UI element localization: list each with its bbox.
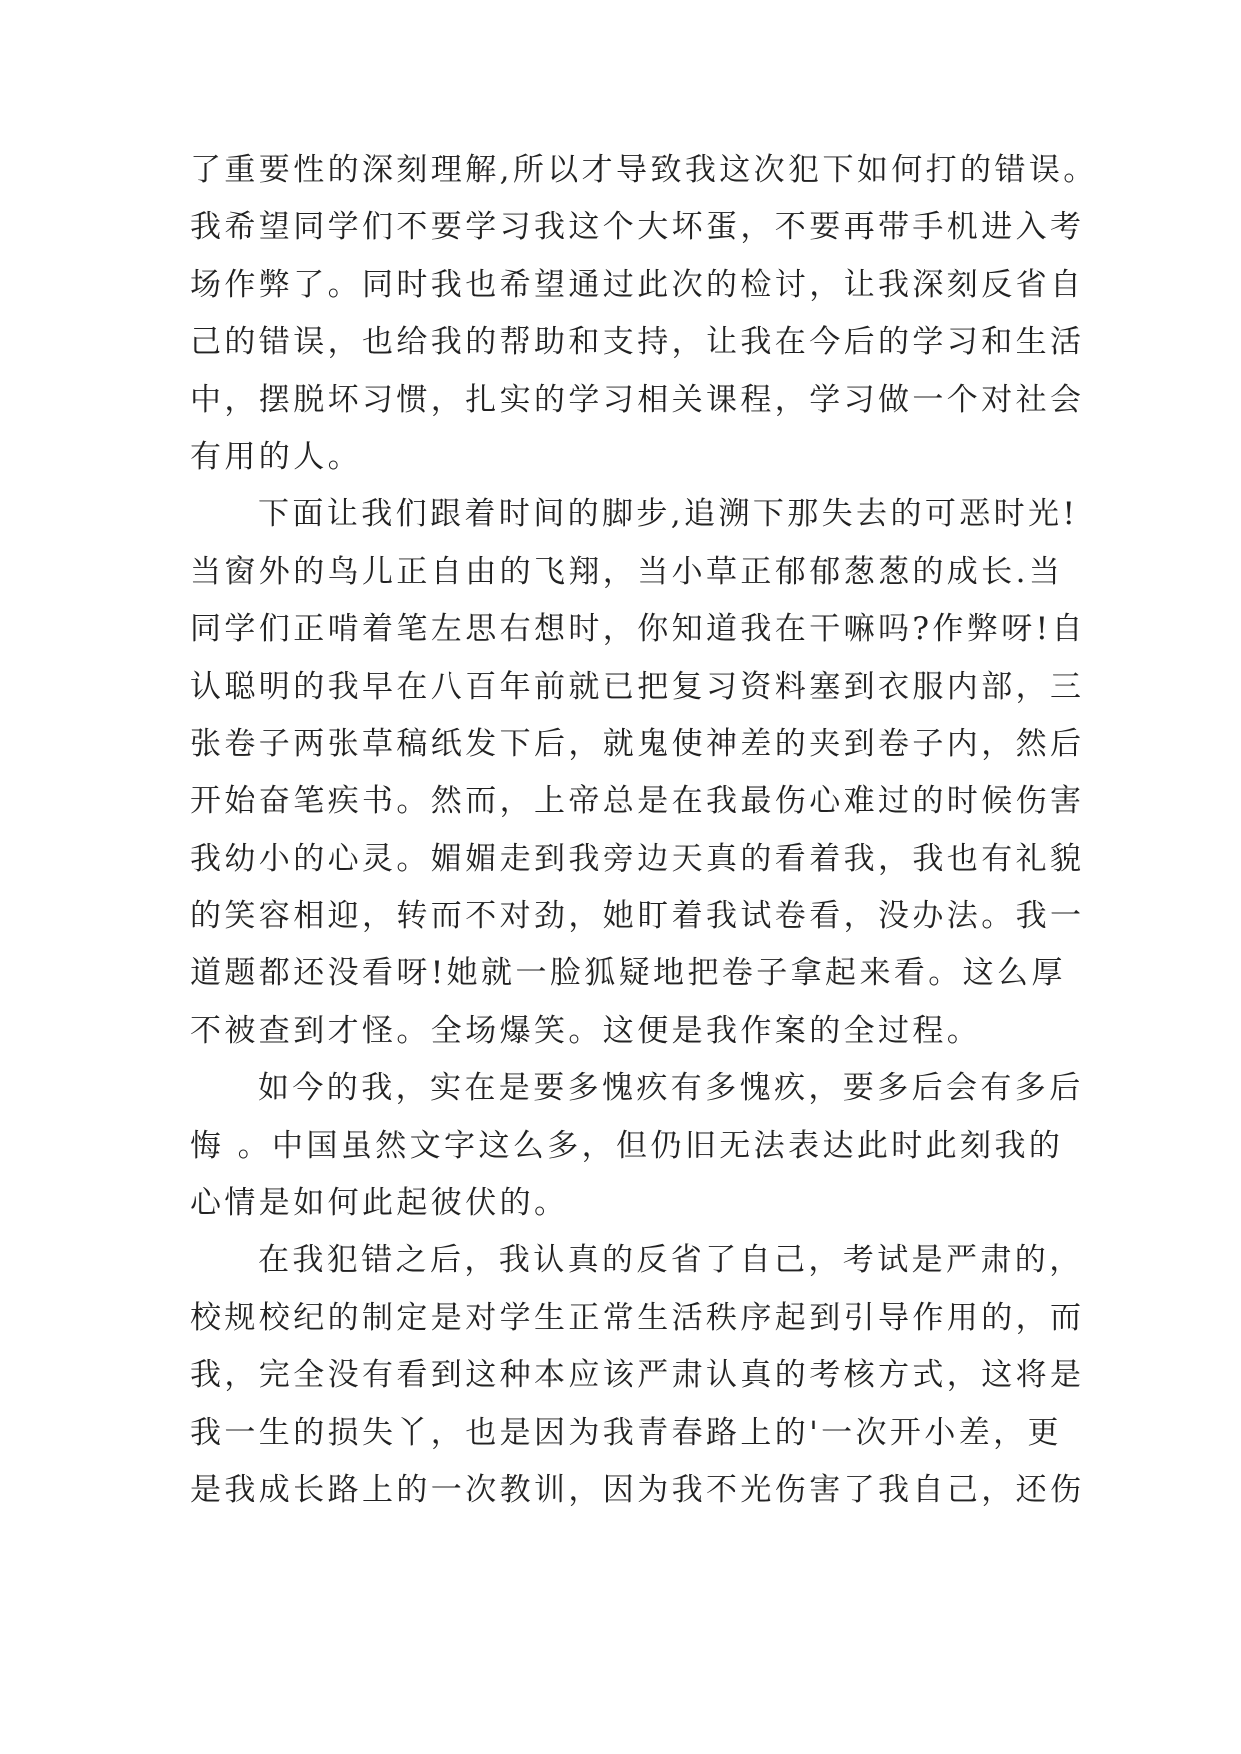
text-line: 中，摆脱坏习惯，扎实的学习相关课程，学习做一个对社会 [190, 381, 1085, 418]
text-line: 了重要性的深刻理解,所以才导致我这次犯下如何打的错误。 [190, 152, 1098, 188]
text-line: 同学们正啃着笔左思右想时，你知道我在干嘛吗?作弊呀!自 [190, 611, 1086, 648]
text-line: 悔 。中国虽然文字这么多，但仍旧无法表达此时此刻我的 [190, 1127, 1064, 1164]
text-line: 认聪明的我早在八百年前就已把复习资料塞到衣服内部，三 [190, 668, 1085, 705]
text-line: 我，完全没有看到这种本应该严肃认真的考核方式，这将是 [190, 1357, 1085, 1394]
text-line: 开始奋笔疾书。然而，上帝总是在我最伤心难过的时候伤害 [190, 783, 1085, 820]
text-line: 我幼小的心灵。媚媚走到我旁边天真的看着我，我也有礼貌 [190, 840, 1085, 877]
text-line: 我希望同学们不要学习我这个大坏蛋，不要再带手机进入考 [190, 209, 1085, 246]
text-line: 道题都还没看呀!她就一脸狐疑地把卷子拿起来看。这么厚 [190, 955, 1066, 992]
text-line: 有用的人。 [190, 438, 362, 475]
text-line: 当窗外的鸟儿正自由的飞翔，当小草正郁郁葱葱的成长.当 [190, 553, 1064, 590]
text-line: 场作弊了。同时我也希望通过此次的检讨，让我深刻反省自 [190, 266, 1085, 303]
text-line: 心情是如何此起彼伏的。 [190, 1185, 569, 1222]
paragraph-first-line: 下面让我们跟着时间的脚步,追溯下那失去的可恶时光! [258, 496, 1079, 533]
text-line: 己的错误，也给我的帮助和支持，让我在今后的学习和生活 [190, 324, 1085, 361]
text-line: 的笑容相迎，转而不对劲，她盯着我试卷看，没办法。我一 [190, 898, 1085, 935]
text-line: 校规校纪的制定是对学生正常生活秩序起到引导作用的，而 [190, 1299, 1085, 1336]
document-body [190, 142, 1098, 1519]
text-line: 不被查到才怪。全场爆笑。这便是我作案的全过程。 [190, 1012, 982, 1049]
paragraph-first-line: 在我犯错之后，我认真的反省了自己，考试是严肃的， [258, 1242, 1084, 1279]
text-line: 是我成长路上的一次教训，因为我不光伤害了我自己，还伤 [190, 1471, 1085, 1508]
text-line: 我一生的损失丫，也是因为我青春路上的'一次开小差，更 [190, 1414, 1062, 1451]
paragraph-first-line: 如今的我，实在是要多愧疚有多愧疚，要多后会有多后 [258, 1070, 1084, 1107]
text-line: 张卷子两张草稿纸发下后，就鬼使神差的夹到卷子内，然后 [190, 725, 1085, 762]
